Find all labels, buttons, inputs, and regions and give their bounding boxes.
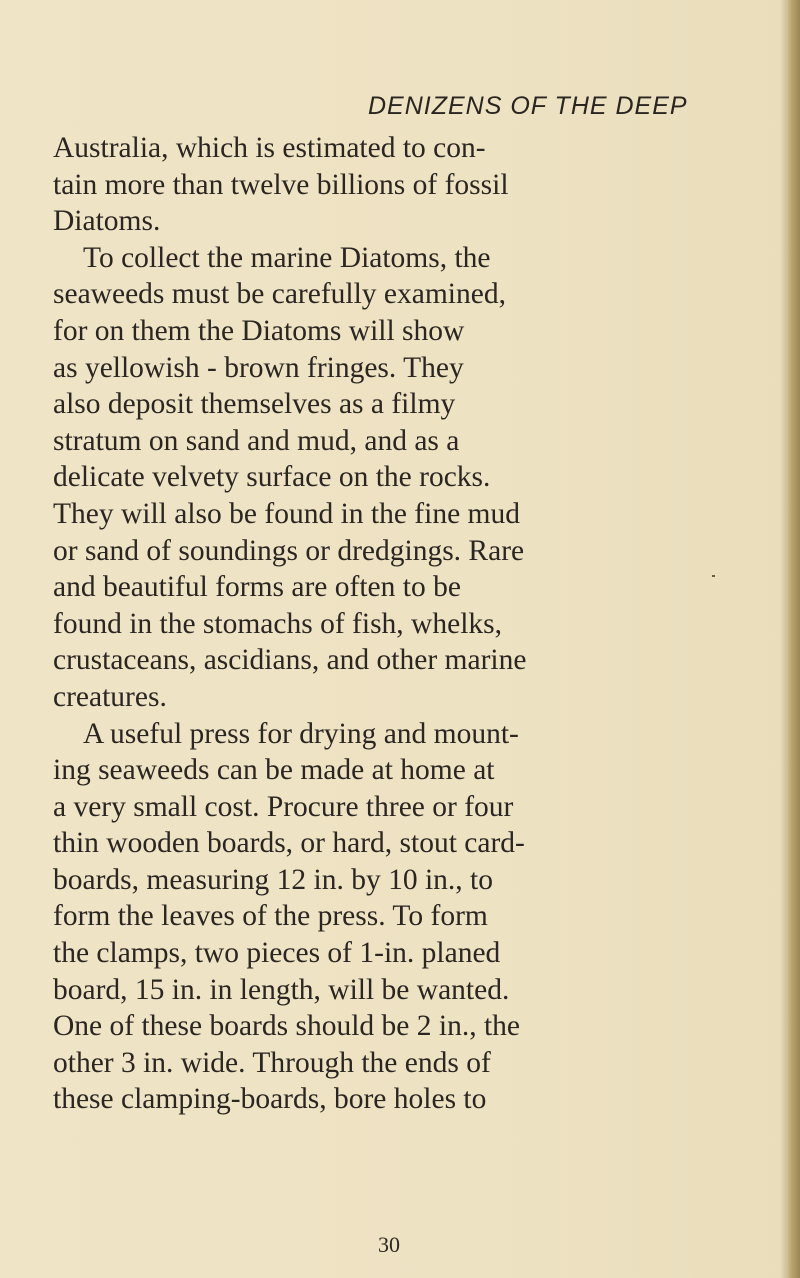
- text-line: They will also be found in the fine mud: [53, 497, 520, 530]
- text-line: also deposit themselves as a filmy: [53, 388, 456, 421]
- text-line: board, 15 in. in length, will be wanted.: [53, 973, 510, 1006]
- text-line: creatures.: [53, 680, 167, 713]
- body-text: [53, 130, 713, 1118]
- text-line: A useful press for drying and mount-: [83, 717, 519, 750]
- running-head: DENIZENS OF THE DEEP: [368, 92, 688, 120]
- ink-speck: [712, 575, 715, 577]
- text-line: for on them the Diatoms will show: [53, 314, 465, 347]
- text-line: boards, measuring 12 in. by 10 in., to: [53, 863, 493, 896]
- text-line: tain more than twelve billions of fossil: [53, 168, 509, 201]
- text-line: Australia, which is estimated to con-: [53, 132, 486, 164]
- text-line: these clamping-boards, bore holes to: [53, 1083, 487, 1116]
- page-number: 30: [378, 1232, 400, 1257]
- text-line: ing seaweeds can be made at home at: [53, 754, 495, 787]
- text-line: delicate velvety surface on the rocks.: [53, 461, 491, 494]
- text-line: seaweeds must be carefully examined,: [53, 278, 506, 311]
- text-line: crustaceans, ascidians, and other marine: [53, 644, 527, 677]
- text-line: found in the stomachs of fish, whelks,: [53, 607, 502, 640]
- text-line: One of these boards should be 2 in., the: [53, 1010, 520, 1043]
- text-line: stratum on sand and mud, and as a: [53, 424, 460, 457]
- text-line: form the leaves of the press. To form: [53, 900, 488, 933]
- text-line: or sand of soundings or dredgings. Rare: [53, 534, 525, 567]
- text-line: and beautiful forms are often to be: [53, 571, 461, 604]
- text-line: thin wooden boards, or hard, stout card-: [53, 827, 525, 860]
- text-line: other 3 in. wide. Through the ends of: [53, 1046, 491, 1079]
- text-line: a very small cost. Procure three or four: [53, 790, 514, 823]
- page-edge: [786, 0, 800, 1278]
- text-line: as yellowish - brown fringes. They: [53, 351, 464, 384]
- text-line: Diatoms.: [53, 205, 161, 238]
- text-line: the clamps, two pieces of 1-in. planed: [53, 937, 501, 970]
- text-line: To collect the marine Diatoms, the: [83, 241, 491, 274]
